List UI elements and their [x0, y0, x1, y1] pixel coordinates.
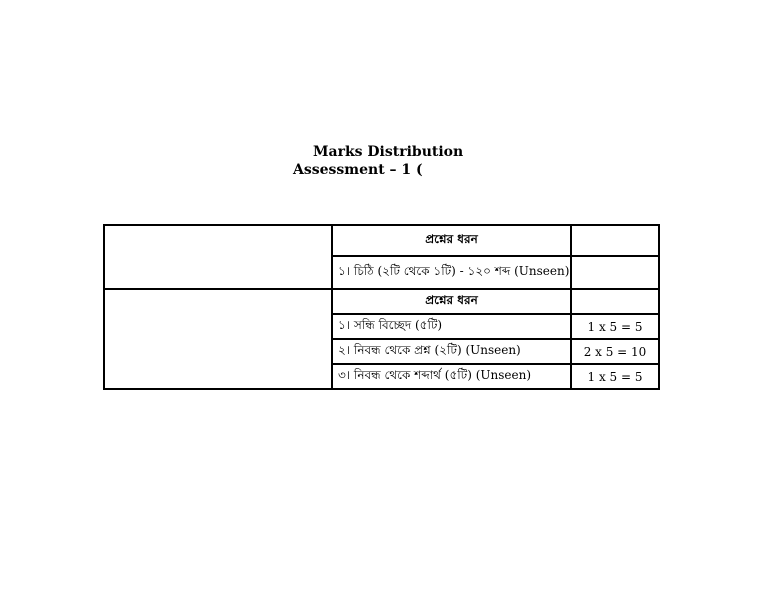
document-title: Marks Distribution	[313, 144, 464, 160]
marks-cell	[571, 256, 659, 289]
question-cell: ১। সন্ধি বিচ্ছেদ (৫টি)	[332, 314, 571, 339]
marks-cell: 2 x 5 = 10	[571, 339, 659, 364]
section1-header: প্রশ্নের ধরন	[332, 225, 571, 256]
question-cell: ৩। নিবন্ধ থেকে শব্দার্থ (৫টি) (Unseen)	[332, 364, 571, 389]
section2-header-marks-cell	[571, 289, 659, 314]
question-cell: ১। চিঠি (২টি থেকে ১টি) - ১২০ শব্দ (Unseen)	[332, 256, 571, 289]
marks-table	[103, 224, 660, 390]
table-row	[104, 225, 659, 256]
section2-header: প্রশ্নের ধরন	[332, 289, 571, 314]
marks-cell: 1 x 5 = 5	[571, 364, 659, 389]
question-cell: ২। নিবন্ধ থেকে প্রশ্ন (২টি) (Unseen)	[332, 339, 571, 364]
table-row	[104, 289, 659, 314]
section1-label-cell	[104, 225, 332, 289]
section2-label-cell	[104, 289, 332, 389]
document-subtitle: Assessment – 1 (	[293, 162, 423, 178]
section1-header-marks-cell	[571, 225, 659, 256]
marks-cell: 1 x 5 = 5	[571, 314, 659, 339]
